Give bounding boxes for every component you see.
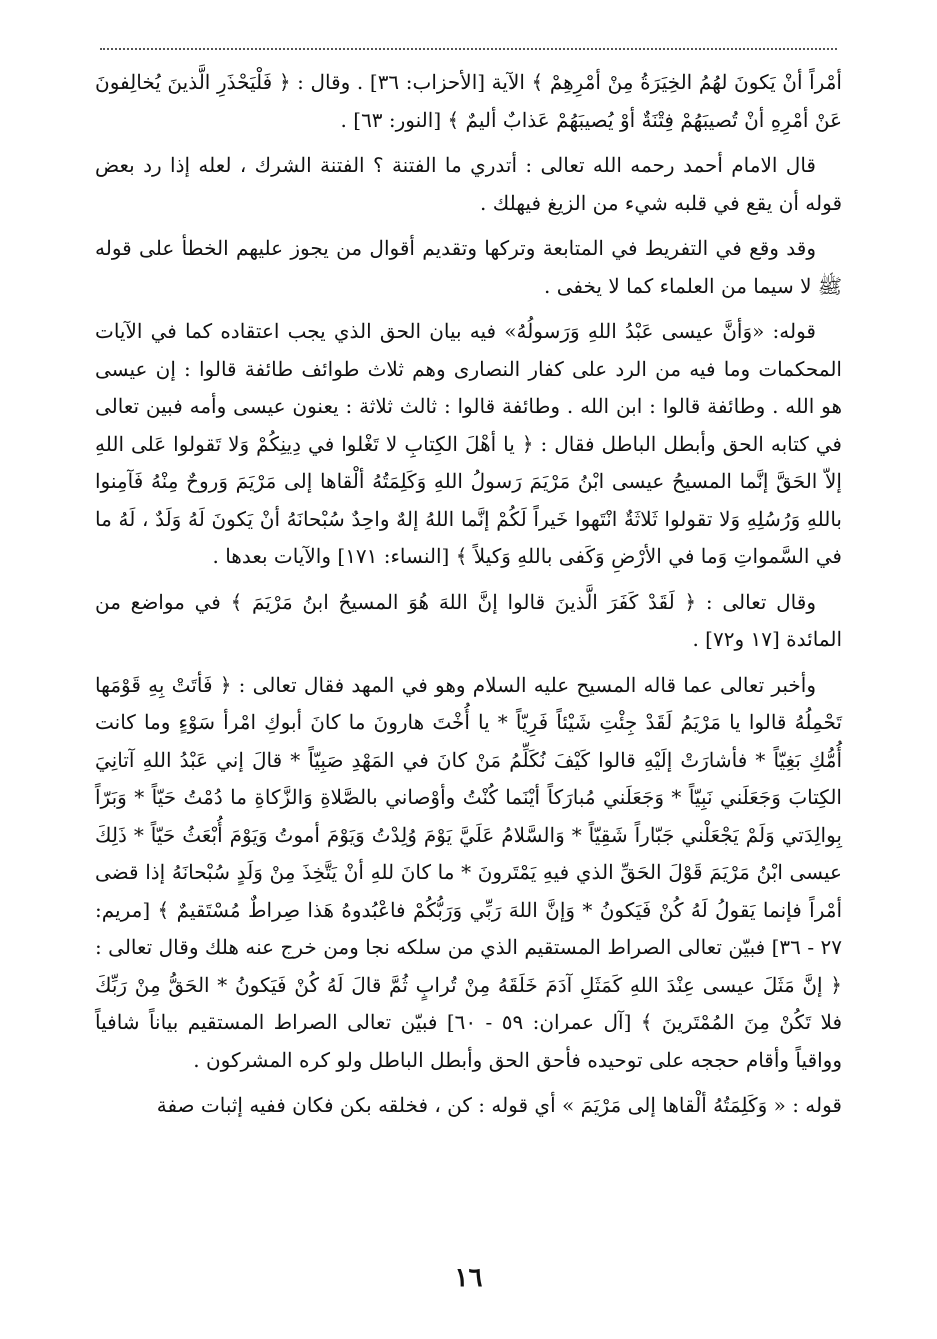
paragraph-maidah: وقال تعالى : ﴿ لَقَدْ كَفَرَ الَّذينَ قالوا إنَّ اللهَ هُوَ المسيحُ ابنُ مَرْيَمَ ﴾ في مواضع من المائدة [١٧ و٧٢] . [95, 589, 842, 651]
page-body-text [95, 64, 842, 1133]
page-number: ١٦ [454, 1263, 483, 1293]
paragraph-kalimatuhu: قوله : « وَكَلِمَتُهُ ألْقاها إلى مَرْيَمَ » أي قوله : كن ، فخلقه بكن فكان ففيه إثبات صفة [156, 1093, 842, 1117]
dotted-header-rule [100, 48, 837, 50]
paragraph-tafrit: وقد وقع في التفريط في المتابعة وتركها وتقديم أقوال من يجوز عليهم الخطأ على قوله ﷺ لا سيما من العلماء كما لا يخفى . [95, 236, 842, 298]
paragraph-ahzab-nur-quote: أمْراً أنْ يَكونَ لهُمُ الخِيَرَةُ مِنْ أمْرِهِمْ ﴾ الآية [الأحزاب: ٣٦] . وقال : ﴿ فَلْيَحْذَرِ الَّذينَ يُخالِفونَ عَنْ أمْرِهِ أنْ تُصيبَهُمْ فِتْنَةٌ أوْ يُصيبَهُمْ عَذابٌ أليمٌ ﴾ [النور: ٦٣] . [95, 70, 842, 132]
paragraph-maryam-verses: وأخبر تعالى عما قاله المسيح عليه السلام وهو في المهد فقال تعالى : ﴿ فَأتَتْ بِهِ قَوْمَها تَحْمِلُهُ قالوا يا مَرْيَمُ لَقَدْ جِئْتِ شَيْئاً فَرِيّاً * يا أُخْتَ هارونَ ما كانَ أبوكِ امْرأ سَوْءٍ وما كانت أُمُّكِ بَغِيّاً * فأشارَتْ إلَيْهِ قالوا كَيْفَ نُكَلِّمُ مَنْ كانَ في المَهْدِ صَبِيّاً * قالَ إني عَبْدُ اللهِ آتانِيَ الكِتابَ وَجَعَلَني نَبِيّاً * وَجَعَلَني مُبارَكاً أيْنَما كُنْتُ وأوْصاني بالصَّلاةِ وَالزَّكاةِ ما دُمْتُ حَيّاً * وَبَرّاً بِوالِدَتي وَلَمْ يَجْعَلْني جَبّاراً شَقِيّاً * وَالسَّلامُ عَلَيَّ يَوْمَ وُلِدْتُ وَيَوْمَ أموتُ وَيَوْمَ أُبْعَثُ حَيّاً * ذَلِكَ عيسى ابْنُ مَرْيَمَ قَوْلَ الحَقِّ الذي فيهِ يَمْتَرونَ * ما كانَ للهِ أنْ يَتَّخِذَ مِنْ وَلَدٍ سُبْحانَهُ إذا قضى أمْراً فإنما يَقولُ لَهُ كُنْ فَيَكونُ * وَإنَّ اللهَ رَبِّي وَرَبُّكُمْ فاعْبُدوهُ هَذا صِراطٌ مُسْتَقيمٌ ﴾ [مريم: ٢٧ - ٣٦] فبيّن تعالى الصراط المستقيم الذي من سلكه نجا ومن خرج عنه هلك وقال تعالى : ﴿ إنَّ مَثَلَ عيسى عِنْدَ اللهِ كَمَثَلِ آدَمَ خَلَقَهُ مِنْ تُرابٍ ثُمَّ قالَ لَهُ كُنْ فَيَكونُ * الحَقُّ مِنْ رَبِّكَ فلا تَكُنْ مِنَ المُمْتَرينَ ﴾ [آل عمران: ٥٩ - ٦٠] فبيّن تعالى الصراط المستقيم بياناً شافياً وواقياً وأقام حججه على توحيده فأحق الحق وأبطل الباطل ولو كره المشركون . [95, 672, 843, 1072]
paragraph-imam-ahmad: قال الامام أحمد رحمه الله تعالى : أتدري ما الفتنة ؟ الفتنة الشرك ، لعله إذا رد بعض قوله أن يقع في قلبه شيء من الزيغ فيهلك . [95, 153, 842, 215]
paragraph-isa-abdullah: قوله: «وَأنَّ عيسى عَبْدُ اللهِ وَرَسولُهُ» فيه بيان الحق الذي يجب اعتقاده كما في الآيات المحكمات وما فيه من الرد على كفار النصارى وهم ثلاث طوائف طائفة قالوا : إن عيسى هو الله . وطائفة قالوا : ابن الله . وطائفة قالوا : ثالث ثلاثة : يعنون عيسى وأمه فبين تعالى في كتابه الحق وأبطل الباطل فقال : ﴿ يا أهْلَ الكِتابِ لا تَغْلوا في دِينِكُمْ وَلا تَقولوا عَلى اللهِ إلاّ الحَقَّ إنَّما المسيحُ عيسى ابْنُ مَرْيَمَ رَسولُ اللهِ وَكَلِمَتُهُ ألْقاها إلى مَرْيَمَ وَروحٌ مِنْهُ فَآمِنوا باللهِ وَرُسُلِهِ وَلا تقولوا ثَلاثَةٌ انْتَهوا خَيراً لَكُمْ إنَّما اللهُ إلهٌ واحِدٌ سُبْحانَهُ أنْ يَكونَ لَهُ وَلَدٌ ، لَهُ ما في السَّمواتِ وَما في الأرْضِ وَكَفى باللهِ وَكيلاً ﴾ [النساء: ١٧١] والآيات بعدها . [95, 319, 842, 568]
